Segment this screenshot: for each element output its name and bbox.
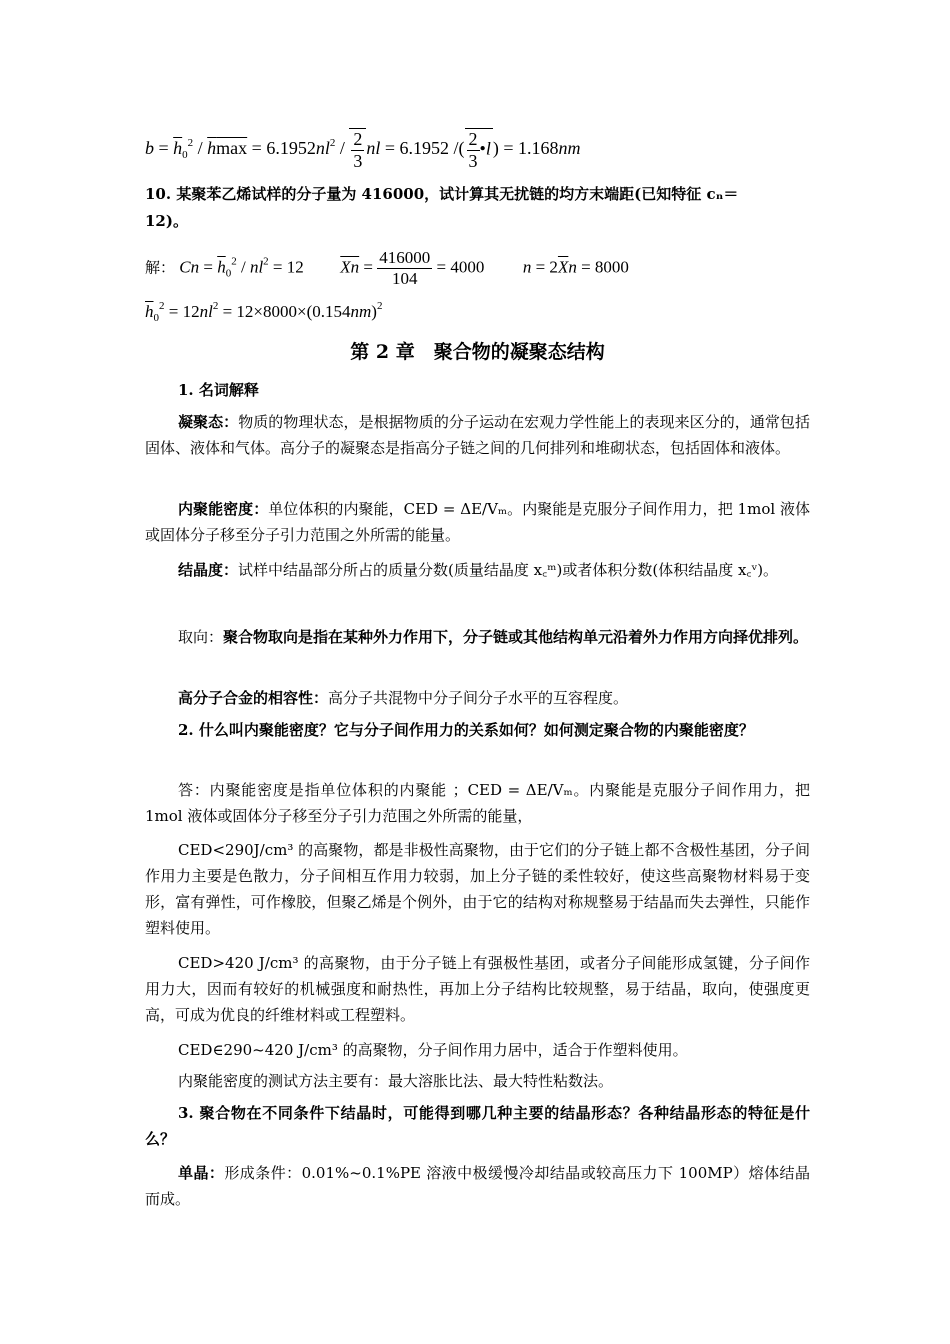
q2-paragraph-3: CED∈290~420 J/cm³ 的高聚物，分子间作用力居中，适合于作塑料使用。 (178, 1041, 688, 1059)
term-compatibility: 高分子合金的相容性：高分子共混物中分子间分子水平的互容程度。 (178, 689, 629, 707)
q2-paragraph-1: CED<290J/cm³ 的高聚物，都是非极性高聚物，由于它们的分子链上都不含极性基团，分子间作用力主要是色散力，分子间相互作用力较弱，加上分子链的柔性较好，使这些高聚物材料易于变形，富有弹性，可作橡胶，但聚乙烯是个例外，由于它的结构对称规整易于结晶而失去弹性，只能作塑料使用。 (145, 841, 810, 937)
formula-b: $b = \overline{h}_0^2 / hmax = 6.1952nl^2$ / $\frac{2}{3}$ nl = 6.1952 /( $\frac{2}{3}$ •l ) = 1.168nm (145, 129, 581, 171)
eq2-numerator: 416000 (379, 248, 431, 267)
q10-eq4: $\overline{h}_0^2 = 12nl^2 = 12\times 8000\times(0.154nm)^2$ (145, 300, 383, 324)
q2-paragraph-4: 内聚能密度的测试方法主要有：最大溶胀比法、最大特性粘数法。 (178, 1072, 614, 1090)
q10-line1: 10. 某聚苯乙烯试样的分子量为 416000，试计算其无扰链的均方末端距(已知特征 cₙ＝ (145, 185, 739, 203)
section-1-heading: 1. 名词解释 (178, 381, 259, 399)
term-crystallinity: 结晶度：试样中结晶部分所占的质量分数(质量结晶度 x꜀ᵐ)或者体积分数(体积结晶度 x꜀ᵛ)。 (178, 561, 779, 579)
solution-prefix: 解： (145, 258, 176, 277)
term-condensed-state: 凝聚态：物质的物理状态，是根据物质的分子运动在宏观力学性能上的表现来区分的，通常包括固体、液体和气体。高分子的凝聚态是指高分子链之间的几何排列和堆砌状态，包括固体和液体。 (145, 413, 810, 457)
q3-single-crystal: 单晶：形成条件：0.01%~0.1%PE 溶液中极缓慢冷却结晶或较高压力下 100MP）熔体结晶而成。 (145, 1164, 810, 1208)
q10-solution: 解： $Cn = \overline{h}_0^2 / nl^2 = 12$ $\overline{Xn}$ = $\frac{416000}{104}$ = 4000 $n = 2\overline{X}n = 8000$ (145, 248, 629, 288)
q10-line2: 12)。 (145, 212, 188, 230)
chapter-title: 第 2 章 聚合物的凝聚态结构 (350, 341, 605, 363)
eq2-denominator: 104 (392, 269, 418, 288)
q2-answer: 答：内聚能密度是指单位体积的内聚能 ；CED = ΔE/Vₘ。内聚能是克服分子间作用力，把 1mol 液体或固体分子移至分子引力范围之外所需的能量， (145, 781, 810, 825)
q2-paragraph-2: CED>420 J/cm³ 的高聚物，由于分子链上有强极性基团，或者分子间能形成氢键，分子间作用力大，因而有较好的机械强度和耐热性，再加上分子结构比较规整，易于结晶，取向，使强度更高，可成为优良的纤维材料或工程塑料。 (145, 954, 810, 1024)
term-orientation: 取向：聚合物取向是指在某种外力作用下，分子链或其他结构单元沿着外力作用方向择优排列。 (178, 628, 809, 646)
q3-question: 3. 聚合物在不同条件下结晶时，可能得到哪几种主要的结晶形态？各种结晶形态的特征是什么？ (145, 1104, 810, 1148)
term-ced: 内聚能密度：单位体积的内聚能，CED = ΔE/Vₘ。内聚能是克服分子间作用力，把 1mol 液体或固体分子移至分子引力范围之外所需的能量。 (145, 500, 810, 544)
eq2-right: = 4000 (436, 257, 485, 277)
q2-question: 2. 什么叫内聚能密度？它与分子间作用力的关系如何？如何测定聚合物的内聚能密度？ (178, 721, 754, 739)
